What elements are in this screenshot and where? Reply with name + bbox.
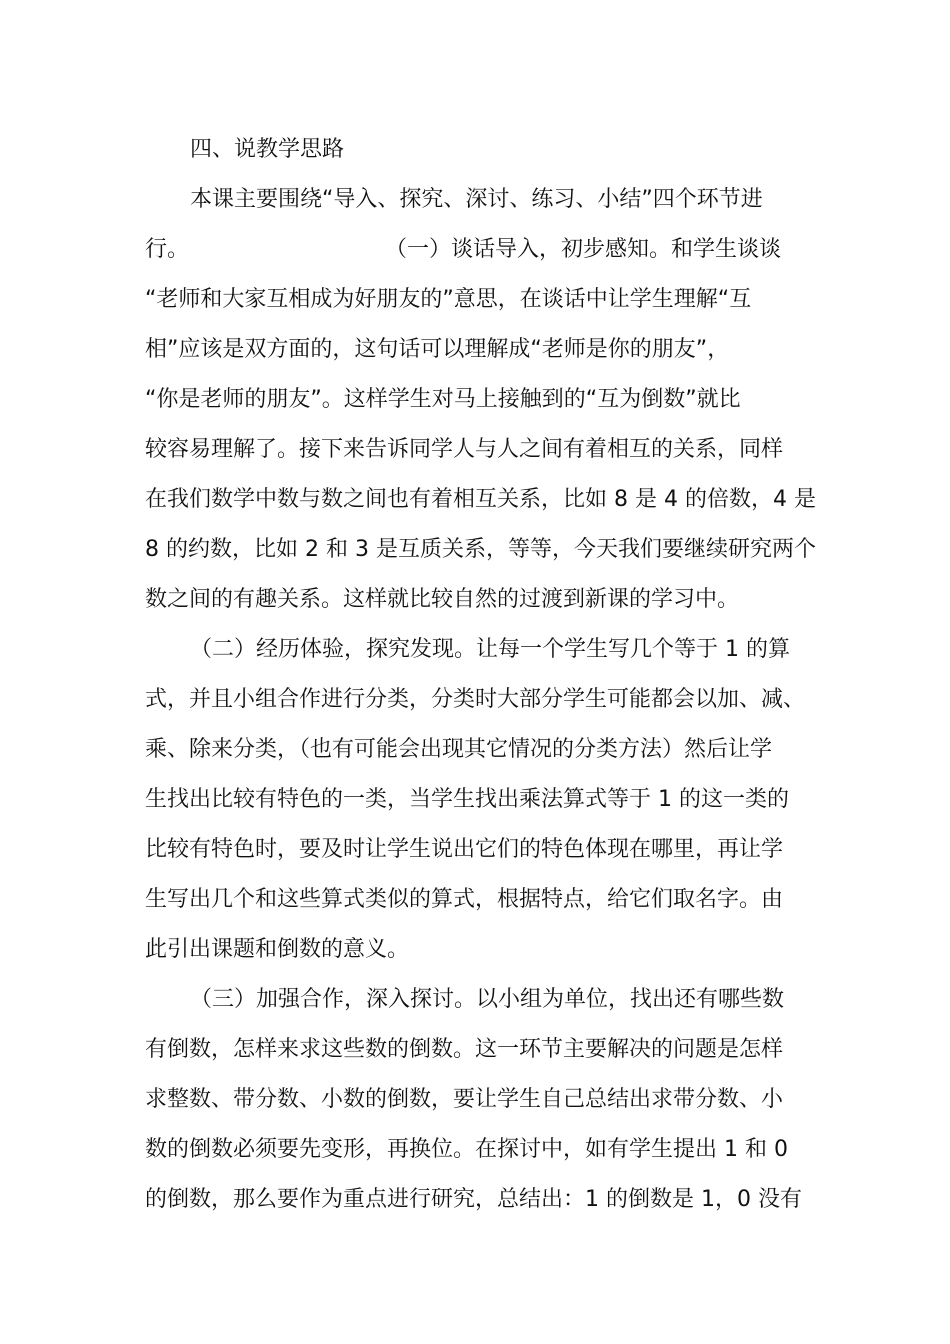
text-line: （二）经历体验，探究发现。让每一个学生写几个等于 1 的算 (190, 637, 790, 662)
text-line: “你是老师的朋友”。这样学生对马上接触到的“互为倒数”就比 (145, 387, 741, 412)
text-line: 数之间的有趣关系。这样就比较自然的过渡到新课的学习中。 (145, 587, 740, 612)
text-line: （一）谈话导入，初步感知。和学生谈谈 (385, 237, 782, 262)
text-line: 生找出比较有特色的一类，当学生找出乘法算式等于 1 的这一类的 (145, 787, 789, 812)
text-line: 行。 (145, 237, 190, 262)
text-line: “老师和大家互相成为好朋友的”意思，在谈话中让学生理解“互 (145, 287, 752, 312)
text-line: （三）加强合作，深入探讨。以小组为单位，找出还有哪些数 (190, 987, 785, 1012)
text-line: 较容易理解了。接下来告诉同学人与人之间有着相互的关系，同样 (145, 437, 784, 462)
text-line: 的倒数，那么要作为重点进行研究，总结出：1 的倒数是 1，0 没有 (145, 1187, 802, 1212)
section-heading: 四、说教学思路 (190, 137, 345, 162)
text-line: 式，并且小组合作进行分类，分类时大部分学生可能都会以加、减、 (145, 687, 806, 712)
text-line: 此引出课题和倒数的意义。 (145, 937, 410, 962)
text-line: 8 的约数，比如 2 和 3 是互质关系，等等，今天我们要继续研究两个 (145, 537, 816, 562)
text-line: 数的倒数必须要先变形，再换位。在探讨中，如有学生提出 1 和 0 (145, 1137, 788, 1162)
text-line: 在我们数学中数与数之间也有着相互关系，比如 8 是 4 的倍数，4 是 (145, 487, 816, 512)
text-line: 乘、除来分类，（也有可能会出现其它情况的分类方法）然后让学 (145, 737, 773, 762)
text-line: 有倒数，怎样来求这些数的倒数。这一环节主要解决的问题是怎样 (145, 1037, 784, 1062)
text-line: 本课主要围绕“导入、探究、深讨、练习、小结”四个环节进 (190, 187, 763, 212)
text-line: 比较有特色时，要及时让学生说出它们的特色体现在哪里，再让学 (145, 837, 784, 862)
text-line: 求整数、带分数、小数的倒数，要让学生自己总结出求带分数、小 (145, 1087, 784, 1112)
text-line: 相”应该是双方面的，这句话可以理解成“老师是你的朋友”， (145, 337, 730, 362)
text-line: 生写出几个和这些算式类似的算式，根据特点，给它们取名字。由 (145, 887, 784, 912)
